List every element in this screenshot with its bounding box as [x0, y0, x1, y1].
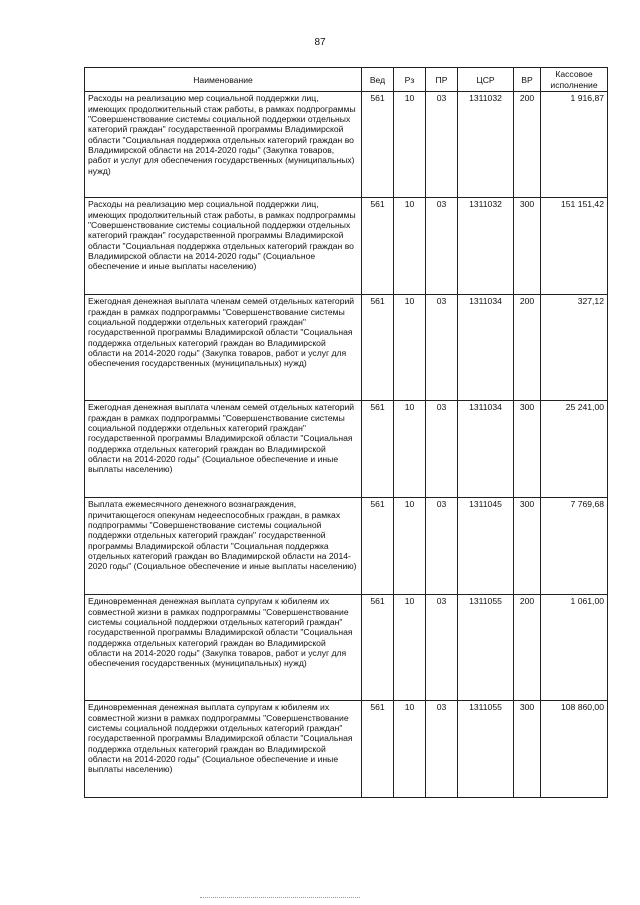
cell-vr: 200 [514, 295, 541, 401]
header-csr: ЦСР [458, 68, 514, 92]
cell-csr: 1311032 [458, 198, 514, 295]
table-header-row [85, 68, 608, 92]
cell-pr: 03 [426, 595, 458, 701]
header-vr: ВР [514, 68, 541, 92]
header-ved: Вед [362, 68, 394, 92]
cell-name: Ежегодная денежная выплата членам семей отдельных категорий граждан в рамках подпрограммы "Совершенствование системы социальной поддержки отдельных категорий граждан" государственной программы Владимирской области "Социальная поддержка отдельных категорий граждан во Владимирской области на 2014-2020 годы" (Социальное обеспечение и иные выплаты населению) [85, 401, 362, 498]
cell-vr: 200 [514, 92, 541, 198]
cell-pr: 03 [426, 401, 458, 498]
cell-pr: 03 [426, 92, 458, 198]
cell-amount: 1 916,87 [541, 92, 608, 198]
cell-rz: 10 [394, 498, 426, 595]
cell-rz: 10 [394, 92, 426, 198]
cell-amount: 7 769,68 [541, 498, 608, 595]
cell-pr: 03 [426, 701, 458, 798]
cell-ved: 561 [362, 295, 394, 401]
cell-csr: 1311034 [458, 401, 514, 498]
scan-footer-artifact [200, 897, 360, 900]
cell-vr: 300 [514, 701, 541, 798]
cell-amount: 1 061,00 [541, 595, 608, 701]
cell-ved: 561 [362, 198, 394, 295]
cell-vr: 300 [514, 498, 541, 595]
cell-csr: 1311055 [458, 701, 514, 798]
cell-name: Расходы на реализацию мер социальной поддержки лиц, имеющих продолжительный стаж работы, в рамках подпрограммы "Совершенствование системы социальной поддержки отдельных категорий граждан" государственной программы Владимирской области "Социальная поддержка отдельных категорий граждан во Владимирской области на 2014-2020 годы" (Социальное обеспечение и иные выплаты населению) [85, 198, 362, 295]
cell-name: Ежегодная денежная выплата членам семей отдельных категорий граждан в рамках подпрограммы "Совершенствование системы социальной поддержки отдельных категорий граждан" государственной программы Владимирской области "Социальная поддержка отдельных категорий граждан во Владимирской области на 2014-2020 годы" (Закупка товаров, работ и услуг для обеспечения государственных (муниципальных) нужд) [85, 295, 362, 401]
cell-csr: 1311055 [458, 595, 514, 701]
cell-csr: 1311034 [458, 295, 514, 401]
cell-name: Единовременная денежная выплата супругам к юбилеям их совместной жизни в рамках подпрограммы "Совершенствование системы социальной поддержки отдельных категорий граждан" государственной программы Владимирской области "Социальная поддержка отдельных категорий граждан во Владимирской области на 2014-2020 годы" (Социальное обеспечение и иные выплаты населению) [85, 701, 362, 798]
cell-name: Выплата ежемесячного денежного вознаграждения, причитающегося опекунам недееспособных граждан, в рамках подпрограммы "Совершенствование системы социальной поддержки отдельных категорий граждан" государственной программы Владимирской области "Социальная поддержка отдельных категорий граждан во Владимирской области на 2014-2020 годы" (Социальное обеспечение и иные выплаты населению) [85, 498, 362, 595]
cell-name: Единовременная денежная выплата супругам к юбилеям их совместной жизни в рамках подпрограммы "Совершенствование системы социальной поддержки отдельных категорий граждан" государственной программы Владимирской области "Социальная поддержка отдельных категорий граждан во Владимирской области на 2014-2020 годы" (Закупка товаров, работ и услуг для обеспечения государственных (муниципальных) нужд) [85, 595, 362, 701]
cell-ved: 561 [362, 401, 394, 498]
header-rz: Рз [394, 68, 426, 92]
header-cash-execution-line1: Кассовое [555, 69, 593, 79]
budget-execution-table [84, 67, 608, 798]
header-cash-execution-line2: исполнение [550, 79, 598, 90]
cell-pr: 03 [426, 295, 458, 401]
cell-rz: 10 [394, 701, 426, 798]
cell-csr: 1311045 [458, 498, 514, 595]
cell-amount: 108 860,00 [541, 701, 608, 798]
cell-ved: 561 [362, 92, 394, 198]
table-row [85, 595, 608, 701]
cell-rz: 10 [394, 401, 426, 498]
header-pr: ПР [426, 68, 458, 92]
page-number: 87 [314, 37, 326, 48]
cell-ved: 561 [362, 498, 394, 595]
table-row [85, 701, 608, 798]
cell-rz: 10 [394, 295, 426, 401]
cell-name: Расходы на реализацию мер социальной поддержки лиц, имеющих продолжительный стаж работы, в рамках подпрограммы "Совершенствование системы социальной поддержки отдельных категорий граждан" государственной программы Владимирской области "Социальная поддержка отдельных категорий граждан во Владимирской области на 2014-2020 годы" (Закупка товаров, работ и услуг для обеспечения государственных (муниципальных) нужд) [85, 92, 362, 198]
cell-amount: 327,12 [541, 295, 608, 401]
cell-vr: 300 [514, 401, 541, 498]
cell-ved: 561 [362, 595, 394, 701]
table-row [85, 295, 608, 401]
table-row [85, 92, 608, 198]
cell-amount: 25 241,00 [541, 401, 608, 498]
cell-vr: 200 [514, 595, 541, 701]
cell-rz: 10 [394, 198, 426, 295]
table-row [85, 401, 608, 498]
table-row [85, 198, 608, 295]
cell-pr: 03 [426, 198, 458, 295]
table-row [85, 498, 608, 595]
cell-csr: 1311032 [458, 92, 514, 198]
cell-ved: 561 [362, 701, 394, 798]
cell-amount: 151 151,42 [541, 198, 608, 295]
cell-rz: 10 [394, 595, 426, 701]
header-name: Наименование [85, 68, 362, 92]
cell-vr: 300 [514, 198, 541, 295]
cell-pr: 03 [426, 498, 458, 595]
header-cash-execution [541, 68, 608, 92]
